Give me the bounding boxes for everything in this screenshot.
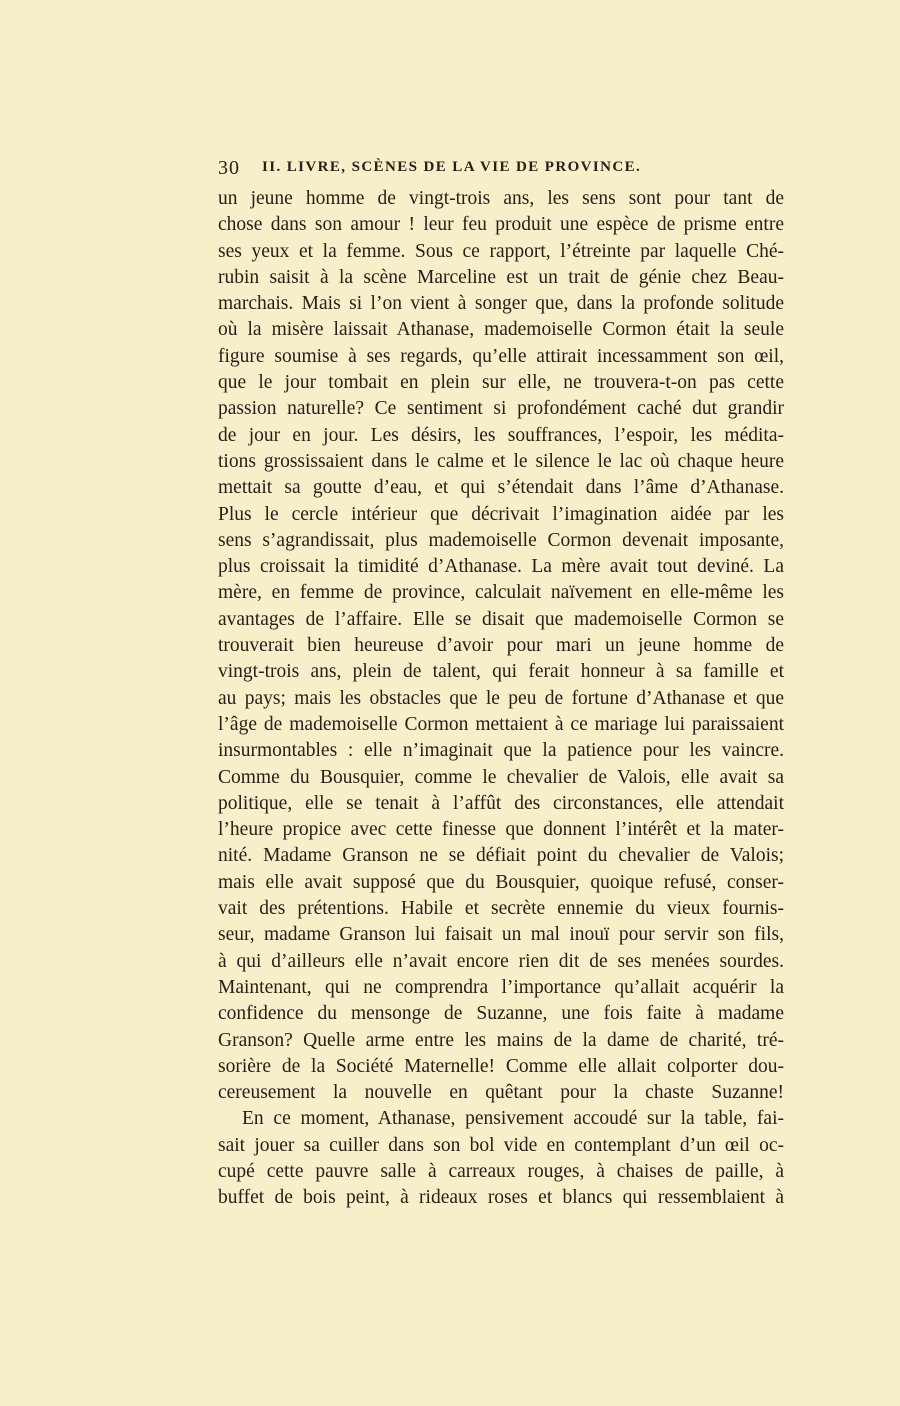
text-line: nité. Madame Granson ne se défiait point du chevalier de Valois; bbox=[218, 845, 784, 867]
text-line: trouverait bien heureuse d’avoir pour mari un jeune homme de bbox=[218, 635, 784, 657]
text-line: Granson? Quelle arme entre les mains de la dame de charité, tré- bbox=[218, 1029, 784, 1051]
text-line: sait jouer sa cuiller dans son bol vide en contemplant d’un œil oc- bbox=[218, 1134, 784, 1156]
text-line: l’heure propice avec cette finesse que donnent l’intérêt et la mater- bbox=[218, 819, 784, 841]
text-line: mais elle avait supposé que du Bousquier, quoique refusé, conser- bbox=[218, 871, 784, 893]
paragraph-start-line: En ce moment, Athanase, pensivement accoudé sur la table, fai- bbox=[242, 1108, 784, 1130]
text-line: vingt-trois ans, plein de talent, qui ferait honneur à sa famille et bbox=[218, 661, 784, 683]
text-line: tions grossissaient dans le calme et le silence le lac où chaque heure bbox=[218, 450, 784, 472]
text-line: vait des prétentions. Habile et secrète ennemie du vieux fournis- bbox=[218, 898, 784, 920]
text-line: Plus le cercle intérieur que décrivait l’imagination aidée par les bbox=[218, 503, 784, 525]
text-line: Comme du Bousquier, comme le chevalier de Valois, elle avait sa bbox=[218, 766, 784, 788]
text-line: confidence du mensonge de Suzanne, une fois faite à madame bbox=[218, 1003, 784, 1025]
text-line: passion naturelle? Ce sentiment si profondément caché dut grandir bbox=[218, 398, 784, 420]
text-line: mère, en femme de province, calculait naïvement en elle-même les bbox=[218, 582, 784, 604]
body-text bbox=[218, 186, 784, 1212]
running-title: II. LIVRE, SCÈNES DE LA VIE DE PROVINCE. bbox=[262, 159, 642, 175]
text-line: à qui d’ailleurs elle n’avait encore rien dit de ses menées sourdes. bbox=[218, 950, 784, 972]
text-line: au pays; mais les obstacles que le peu de fortune d’Athanase et que bbox=[218, 687, 784, 709]
running-header bbox=[218, 157, 712, 183]
text-line: de jour en jour. Les désirs, les souffrances, l’espoir, les médita- bbox=[218, 424, 784, 446]
text-line: l’âge de mademoiselle Cormon mettaient à ce mariage lui paraissaient bbox=[218, 713, 784, 735]
text-line: ses yeux et la femme. Sous ce rapport, l’étreinte par laquelle Ché- bbox=[218, 240, 784, 262]
text-line: figure soumise à ses regards, qu’elle attirait incessamment son œil, bbox=[218, 345, 784, 367]
text-line: seur, madame Granson lui faisait un mal inouï pour servir son fils, bbox=[218, 924, 784, 946]
page-number: 30 bbox=[218, 157, 240, 179]
text-line: insurmontables : elle n’imaginait que la patience pour les vaincre. bbox=[218, 740, 784, 762]
text-line: sens s’agrandissait, plus mademoiselle Cormon devenait imposante, bbox=[218, 529, 784, 551]
text-line: plus croissait la timidité d’Athanase. La mère avait tout deviné. La bbox=[218, 556, 784, 578]
text-line: que le jour tombait en plein sur elle, ne trouvera-t-on pas cette bbox=[218, 372, 784, 394]
text-line: marchais. Mais si l’on vient à songer que, dans la profonde solitude bbox=[218, 293, 784, 315]
text-line: Maintenant, qui ne comprendra l’importance qu’allait acquérir la bbox=[218, 976, 784, 998]
text-line: chose dans son amour ! leur feu produit une espèce de prisme entre bbox=[218, 214, 784, 236]
text-line: avantages de l’affaire. Elle se disait que mademoiselle Cormon se bbox=[218, 608, 784, 630]
text-line: cereusement la nouvelle en quêtant pour la chaste Suzanne! bbox=[218, 1082, 784, 1104]
text-line: où la misère laissait Athanase, mademoiselle Cormon était la seule bbox=[218, 319, 784, 341]
text-line: cupé cette pauvre salle à carreaux rouges, à chaises de paille, à bbox=[218, 1160, 784, 1182]
text-line: un jeune homme de vingt-trois ans, les sens sont pour tant de bbox=[218, 188, 784, 209]
text-line: buffet de bois peint, à rideaux roses et blancs qui ressemblaient à bbox=[218, 1187, 784, 1209]
text-line: rubin saisit à la scène Marceline est un trait de génie chez Beau- bbox=[218, 266, 784, 288]
text-line: politique, elle se tenait à l’affût des circonstances, elle attendait bbox=[218, 792, 784, 814]
text-line: sorière de la Société Maternelle! Comme elle allait colporter dou- bbox=[218, 1055, 784, 1077]
text-line: mettait sa goutte d’eau, et qui s’étendait dans l’âme d’Athanase. bbox=[218, 477, 784, 499]
